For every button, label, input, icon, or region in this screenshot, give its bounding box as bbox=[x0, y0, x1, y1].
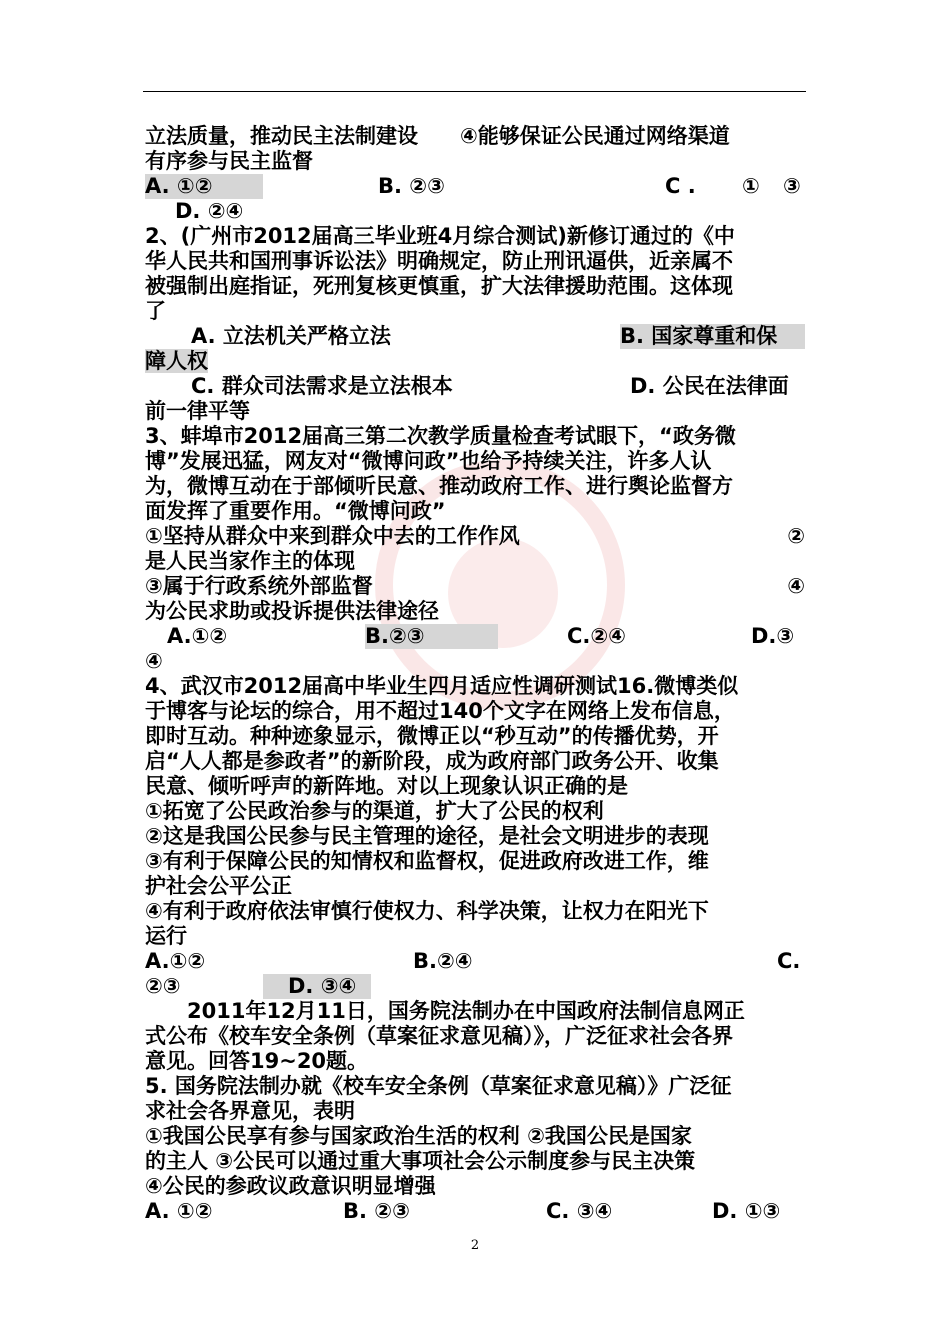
text-line: 即时互动。种种迹象显示，微博正以“秒互动”的传播优势，开 bbox=[145, 724, 719, 748]
text-line: ④有利于政府依法审慎行使权力、科学决策，让权力在阳光下 bbox=[145, 899, 709, 923]
q3-option-b[interactable]: B.②③ bbox=[365, 624, 498, 649]
text-line: 护社会公平公正 bbox=[145, 874, 292, 898]
text-line: 启“人人都是参政者”的新阶段，成为政府部门政务公开、收集 bbox=[145, 749, 719, 773]
q4-option-c-cont: ②③ bbox=[145, 974, 181, 998]
q5-option-d[interactable]: D. ①③ bbox=[712, 1199, 781, 1223]
text-line: 2、(广州市2012届高三毕业班4月综合测试)新修订通过的《中 bbox=[145, 224, 735, 248]
q1-option-d-row bbox=[145, 199, 805, 224]
q2-options-row-1 bbox=[145, 324, 805, 349]
text-line: 民意、倾听呼声的新阵地。对以上现象认识正确的是 bbox=[145, 774, 628, 798]
q3-options-row bbox=[145, 624, 805, 649]
text-line: 式公布《校车安全条例（草案征求意见稿）》，广泛征求社会各界 bbox=[145, 1024, 733, 1048]
q5-options-row bbox=[145, 1199, 805, 1224]
text-line: 被强制出庭指证，死刑复核更慎重，扩大法律援助范围。这体现 bbox=[145, 274, 733, 298]
q2-option-c[interactable]: C. 群众司法需求是立法根本 bbox=[191, 374, 453, 398]
text-line: ①我国公民享有参与国家政治生活的权利 ②我国公民是国家 bbox=[145, 1124, 692, 1148]
text-line: 2011年12月11日，国务院法制办在中国政府法制信息网正 bbox=[145, 999, 745, 1023]
text-line: 为公民求助或投诉提供法律途径 bbox=[145, 599, 439, 623]
text-line: ③有利于保障公民的知情权和监督权，促进政府改进工作，维 bbox=[145, 849, 709, 873]
q3-option-d[interactable]: D.③ bbox=[751, 624, 795, 648]
text-line: 3、蚌埠市2012届高三第二次教学质量检查考试眼下，“政务微 bbox=[145, 424, 736, 448]
q4-option-a[interactable]: A.①② bbox=[145, 949, 206, 973]
q1-option-c[interactable]: C . bbox=[665, 174, 696, 198]
header-rule bbox=[143, 91, 806, 92]
text-line: 前一律平等 bbox=[145, 399, 250, 423]
q1-option-d[interactable]: D. ②④ bbox=[175, 199, 244, 223]
text-line: 是人民当家作主的体现 bbox=[145, 549, 355, 573]
text-line: 博”发展迅猛，网友对“微博问政”也给予持续关注，许多人认 bbox=[145, 449, 712, 473]
q5-option-c[interactable]: C. ③④ bbox=[546, 1199, 613, 1223]
q1-option-b[interactable]: B. ②③ bbox=[378, 174, 445, 198]
text-line: 为，微博互动在于部倾听民意、推动政府工作、进行舆论监督方 bbox=[145, 474, 733, 498]
text-line: 有序参与民主监督 bbox=[145, 149, 313, 173]
text-line: 立法质量，推动民主法制建设 ④能够保证公民通过网络渠道 bbox=[145, 124, 730, 148]
text-line: 意见。回答19~20题。 bbox=[145, 1049, 369, 1073]
q3-option-c[interactable]: C.②④ bbox=[567, 624, 626, 648]
q4-option-c[interactable]: C. bbox=[777, 949, 801, 973]
text-line: 的主人 ③公民可以通过重大事项社会公示制度参与民主决策 bbox=[145, 1149, 696, 1173]
text-line: 运行 bbox=[145, 924, 187, 948]
q1-option-c-2: ③ bbox=[783, 174, 801, 198]
text-line bbox=[145, 349, 805, 374]
text-line: ④ bbox=[145, 649, 163, 673]
q1-option-c-1: ① bbox=[742, 174, 760, 198]
q3-statement-3: ③属于行政系统外部监督 bbox=[145, 574, 373, 598]
text-line: 5. 国务院法制办就《校车安全条例（草案征求意见稿）》广泛征 bbox=[145, 1074, 732, 1098]
text-line: 华人民共和国刑事诉讼法》明确规定，防止刑讯逼供，近亲属不 bbox=[145, 249, 733, 273]
q3-statement-4-marker: ④ bbox=[787, 574, 805, 598]
q4-option-b[interactable]: B.②④ bbox=[413, 949, 473, 973]
text-line: ①拓宽了公民政治参与的渠道，扩大了公民的权利 bbox=[145, 799, 604, 823]
q1-option-a[interactable]: A. ①② bbox=[145, 174, 263, 199]
q2-option-a[interactable]: A. 立法机关严格立法 bbox=[191, 324, 391, 348]
q3-statement-1: ①坚持从群众中来到群众中去的工作作风 bbox=[145, 524, 520, 548]
text-line: 面发挥了重要作用。“微博问政” bbox=[145, 499, 446, 523]
q5-option-b[interactable]: B. ②③ bbox=[343, 1199, 410, 1223]
text-line: 4、武汉市2012届高中毕业生四月适应性调研测试16.微博类似 bbox=[145, 674, 739, 698]
q4-options-row-2 bbox=[145, 974, 805, 999]
q2-option-b[interactable]: B. 国家尊重和保 bbox=[620, 324, 805, 349]
q3-statement-row-1 bbox=[145, 524, 805, 549]
text-line: ④公民的参政议政意识明显增强 bbox=[145, 1174, 436, 1198]
text-line: 于博客与论坛的综合，用不超过140个文字在网络上发布信息， bbox=[145, 699, 735, 723]
text-line: 求社会各界意见，表明 bbox=[145, 1099, 355, 1123]
q4-options-row bbox=[145, 949, 805, 974]
q4-option-d[interactable]: D. ③④ bbox=[263, 974, 371, 999]
q3-statement-row-2 bbox=[145, 574, 805, 599]
q2-options-row-2 bbox=[145, 374, 805, 399]
q5-option-a[interactable]: A. ①② bbox=[145, 1199, 213, 1223]
q3-statement-2-marker: ② bbox=[787, 524, 805, 548]
q3-option-a[interactable]: A.①② bbox=[167, 624, 228, 648]
q1-options-row bbox=[145, 174, 805, 199]
text-line: 了 bbox=[145, 299, 166, 323]
text-line: ②这是我国公民参与民主管理的途径，是社会文明进步的表现 bbox=[145, 824, 709, 848]
q2-option-d[interactable]: D. 公民在法律面 bbox=[630, 374, 789, 398]
page-number: 2 bbox=[470, 1238, 480, 1253]
q2-option-b-cont: 障人权 bbox=[145, 349, 208, 373]
